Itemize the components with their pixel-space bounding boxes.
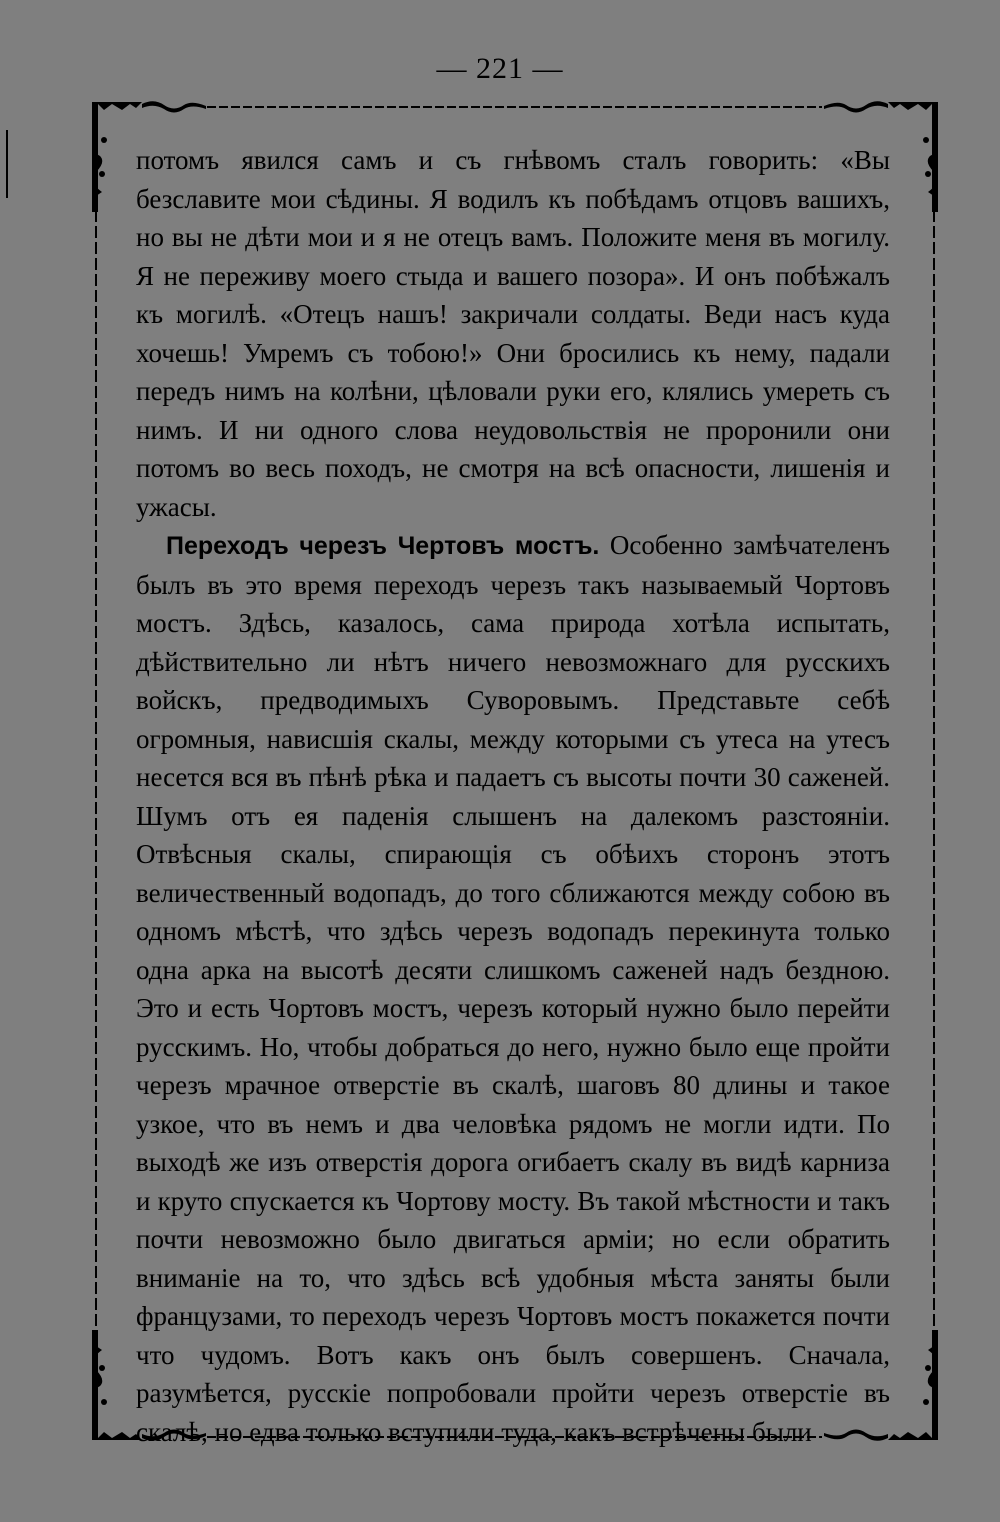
section-heading: Переходъ черезъ Чертовъ мостъ.	[166, 532, 600, 560]
paragraph-1: потомъ явился самъ и съ гнѣвомъ сталъ говорить: «Вы безславите мои сѣдины. Я водилъ къ побѣдамъ отцовъ вашихъ, но вы не дѣти мои и я не отецъ вамъ. Положите меня въ могилу. Я не переживу моего стыда и вашего позора». И онъ побѣжалъ къ могилѣ. «Отецъ нашъ! закричали солдаты. Веди насъ куда хочешь! Умремъ съ тобою!» Они бросились къ нему, падали передъ нимъ на колѣни, цѣловали руки его, клялись умереть съ нимъ. И ни одного слова неудовольствія не проронили они потомъ во весь походъ, не смотря на всѣ опасности, лишенія и ужасы.	[136, 145, 890, 522]
paragraph-2-text: Особенно замѣчателенъ былъ въ это время переходъ черезъ такъ называемый Чортовъ мостъ. Здѣсь, казалось, сама природа хотѣла испытать, дѣйствительно ли нѣтъ ничего невозможнаго для русскихъ войскъ, предводимыхъ Суворовымъ. Представьте себѣ огромныя, нависшія скалы, между которыми съ утеса на утесъ несется вся въ пѣнѣ рѣка и падаетъ съ высоты почти 30 саженей. Шумъ отъ ея паденія слышенъ на далекомъ разстояніи. Отвѣсныя скалы, спирающія съ обѣихъ сторонъ этотъ величественный водопадъ, до того сближаются между собою въ одномъ мѣстѣ, что здѣсь черезъ водопадъ перекинута только одна арка на высотѣ десяти слишкомъ саженей надъ бездною. Это и есть Чортовъ мостъ, черезъ который нужно было перейти русскимъ. Но, чтобы добраться до него, нужно было еще пройти черезъ мрачное отверстіе въ скалѣ, шаговъ 80 длины и такое узкое, что въ немъ и два человѣка рядомъ не могли идти. По выходѣ же изъ отверстія дорога огибаетъ скалу въ видѣ карниза и круто спускается къ Чортову мосту. Въ такой мѣстности и такъ почти невозможно было двигаться арміи; но если обратить вниманіе на то, что здѣсь всѣ удобныя мѣста заняты были французами, то переходъ черезъ Чортовъ мостъ покажется почти что чудомъ. Вотъ какъ онъ былъ совершенъ. Сначала, разумѣется, русскіе попробовали пройти черезъ отверстіе въ скалѣ, но едва только вступили туда, какъ встрѣчены были	[136, 530, 890, 1447]
body-text	[136, 141, 890, 1451]
page-number: — 221 —	[436, 52, 564, 85]
paragraph-2	[136, 526, 890, 1451]
margin-mark	[6, 130, 8, 198]
